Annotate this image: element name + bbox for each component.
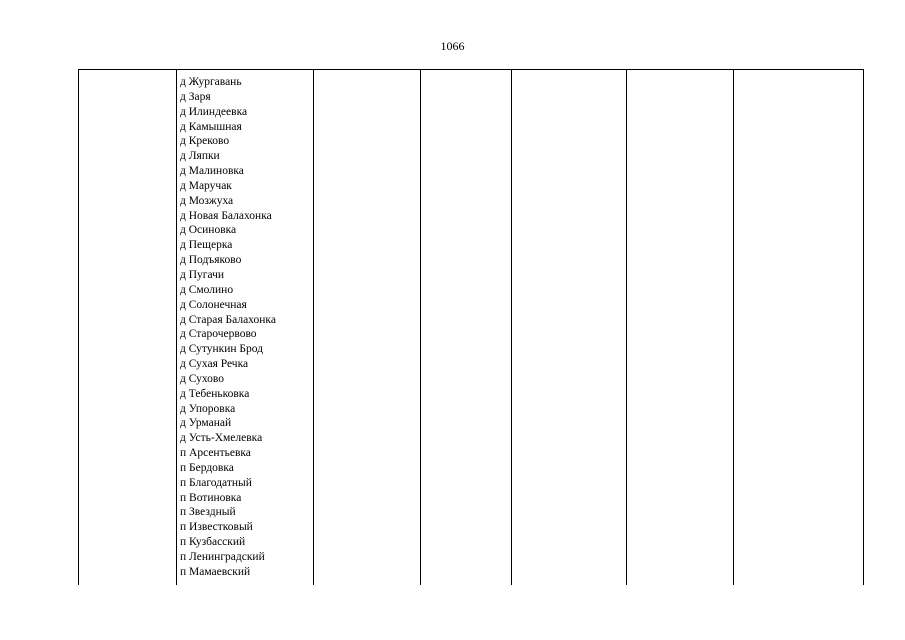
table-cell-col-7 — [734, 70, 864, 586]
list-item: д Смолино — [180, 283, 234, 296]
table-cell-col-6 — [627, 70, 734, 586]
table-cell-col-1 — [79, 70, 177, 586]
table-cell-col-4 — [421, 70, 512, 586]
list-item: д Старочервово — [180, 328, 257, 341]
list-item: д Сухово — [180, 372, 225, 385]
list-item: д Урманай — [180, 417, 232, 430]
list-item: д Осиновка — [180, 224, 237, 237]
list-item: п Бердовка — [180, 461, 234, 474]
list-item: д Сухая Речка — [180, 358, 249, 371]
list-item: п Мамаевский — [180, 565, 251, 578]
list-item: д Илиндеевка — [180, 105, 248, 118]
list-item: п Кузбасский — [180, 536, 246, 549]
table-cell-col-5 — [512, 70, 627, 586]
list-item: д Новая Балахонка — [180, 209, 272, 222]
list-item: д Малиновка — [180, 165, 244, 178]
list-item: д Усть-Хмелевка — [180, 432, 263, 445]
list-item: п Арсентьевка — [180, 447, 251, 460]
list-item: д Упоровка — [180, 402, 236, 415]
list-item: д Заря — [180, 90, 211, 103]
table-cell-settlements — [177, 70, 314, 586]
list-item: д Старая Балахонка — [180, 313, 276, 326]
list-item: д Солонечная — [180, 298, 247, 311]
list-item: д Пугачи — [180, 268, 225, 281]
settlement-list — [177, 70, 313, 580]
list-item: д Камышная — [180, 120, 242, 133]
list-item: д Креково — [180, 135, 230, 148]
list-item: д Тебеньковка — [180, 387, 250, 400]
list-item: д Сутункин Брод — [180, 343, 264, 356]
list-item: п Ленинградский — [180, 551, 265, 563]
page-number: 1066 — [440, 39, 465, 53]
list-item: д Пещерка — [180, 239, 233, 252]
list-item: д Маручак — [180, 179, 232, 192]
table-row — [79, 70, 864, 586]
list-item: п Известковый — [180, 521, 253, 534]
list-item: п Звездный — [180, 506, 236, 519]
table-cell-col-3 — [314, 70, 421, 586]
settlements-table — [78, 69, 864, 585]
list-item: д Ляпки — [180, 150, 220, 163]
list-item: д Мозжуха — [180, 194, 234, 207]
list-item: п Благодатный — [180, 476, 252, 489]
list-item: д Подъяково — [180, 254, 242, 267]
list-item: п Вотиновка — [180, 491, 242, 504]
list-item: д Жургавань — [180, 76, 242, 88]
